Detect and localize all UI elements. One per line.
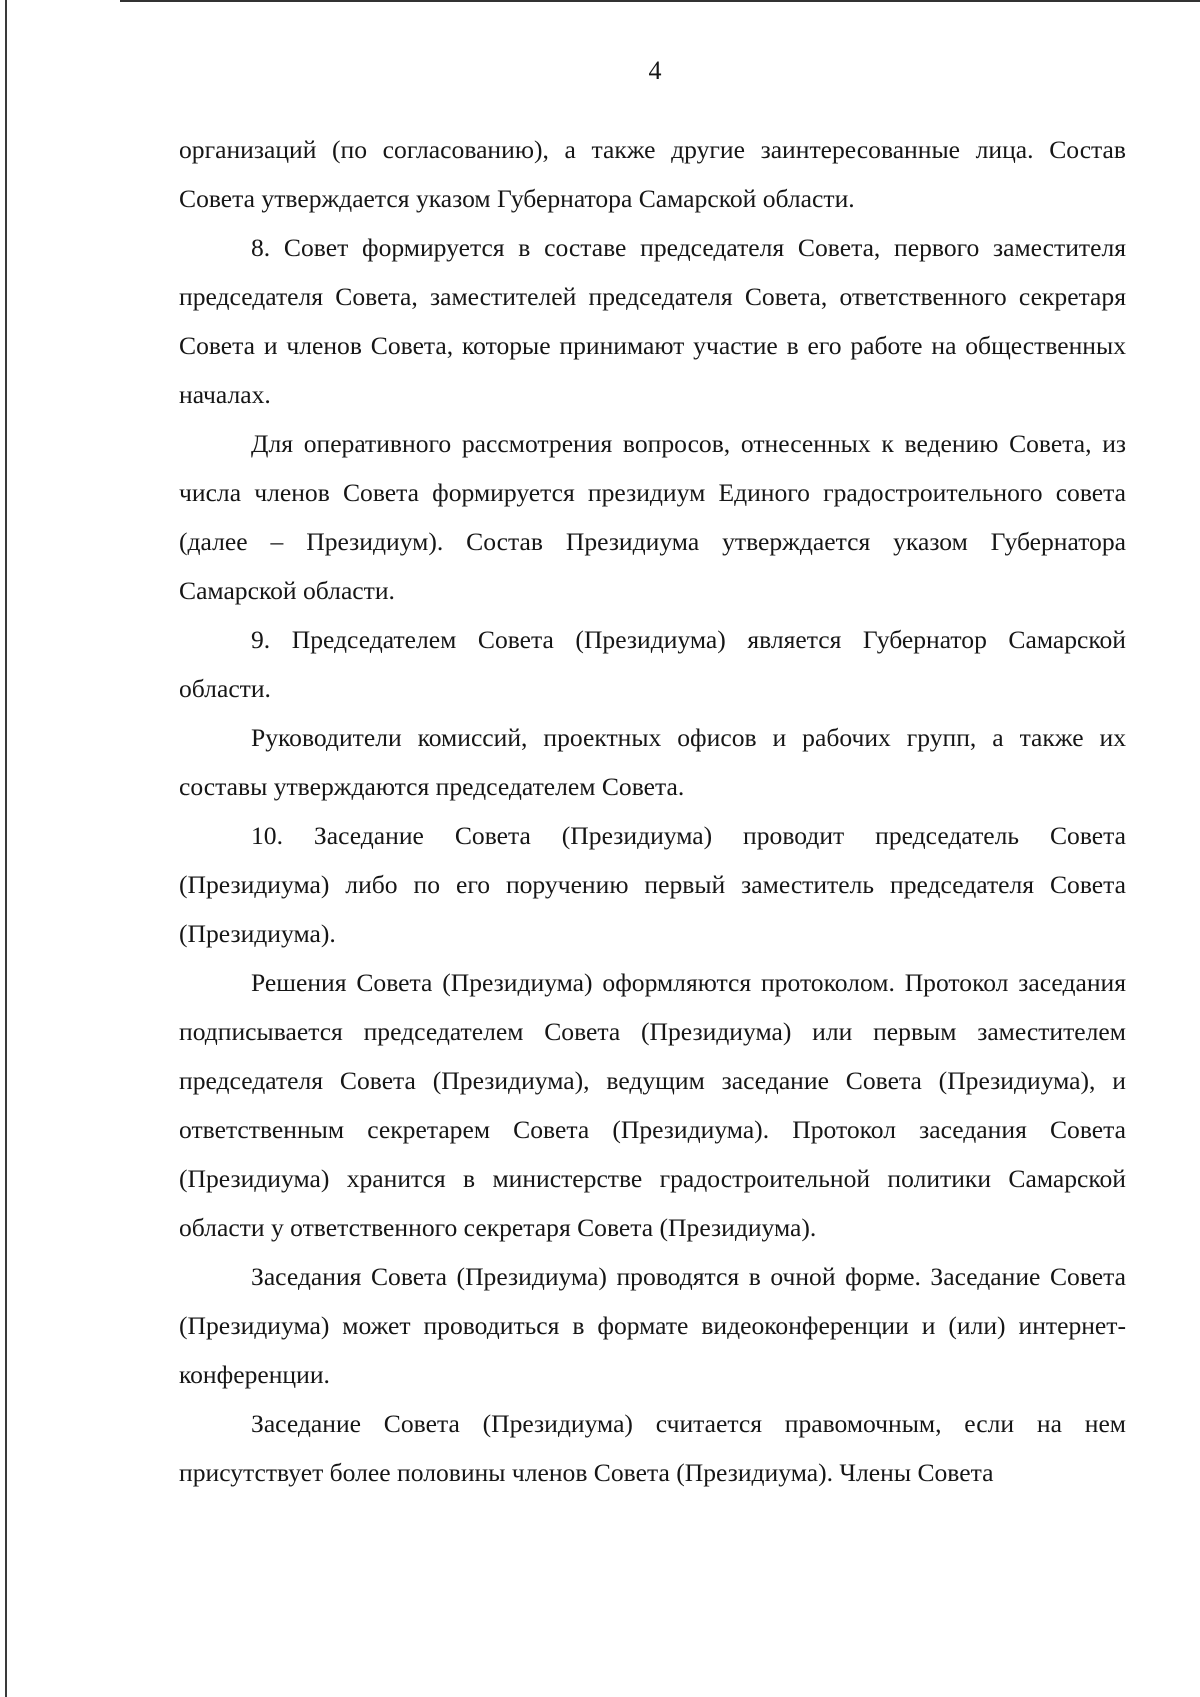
- paragraph-decisions: Решения Совета (Президиума) оформляются протоколом. Протокол заседания подписывается председателем Совета (Президиума) или первым заместителем председателя Совета (Президиума), ведущим заседание Совета (Президиума), и ответственным секретарем Совета (Президиума). Протокол заседания Совета (Президиума) хранится в министерстве градостроительной политики Самарской области у ответственного секретаря Совета (Президиума).: [179, 968, 1126, 1242]
- paragraph-quorum: Заседание Совета (Президиума) считается правомочным, если на нем присутствует более половины членов Совета (Президиума). Члены Совета: [179, 1409, 1126, 1487]
- paragraph-meeting-format: Заседания Совета (Президиума) проводятся в очной форме. Заседание Совета (Президиума) может проводиться в формате видеоконференции и (или) интернет-конференции.: [179, 1262, 1126, 1389]
- top-border-line: [120, 0, 1200, 2]
- paragraph-clause-9: 9. Председателем Совета (Президиума) является Губернатор Самарской области.: [179, 625, 1126, 703]
- paragraph-presidium: Для оперативного рассмотрения вопросов, отнесенных к ведению Совета, из числа членов Совета формируется президиум Единого градостроительного совета (далее – Президиум). Состав Президиума утверждается указом Губернатора Самарской области.: [179, 429, 1126, 605]
- paragraph-commission-heads: Руководители комиссий, проектных офисов и рабочих групп, а также их составы утверждаются председателем Совета.: [179, 723, 1126, 801]
- paragraph-clause-8: 8. Совет формируется в составе председателя Совета, первого заместителя председателя Совета, заместителей председателя Совета, ответственного секретаря Совета и членов Совета, которые принимают участие в его работе на общественных началах.: [179, 233, 1126, 409]
- paragraph: организаций (по согласованию), а также другие заинтересованные лица. Состав Совета утверждается указом Губернатора Самарской области.: [179, 135, 1126, 213]
- paragraph-clause-10: 10. Заседание Совета (Президиума) проводит председатель Совета (Президиума) либо по его поручению первый заместитель председателя Совета (Президиума).: [179, 821, 1126, 948]
- document-body: [179, 125, 1126, 1497]
- left-scan-edge: [5, 0, 7, 1697]
- page-number: 4: [648, 56, 662, 85]
